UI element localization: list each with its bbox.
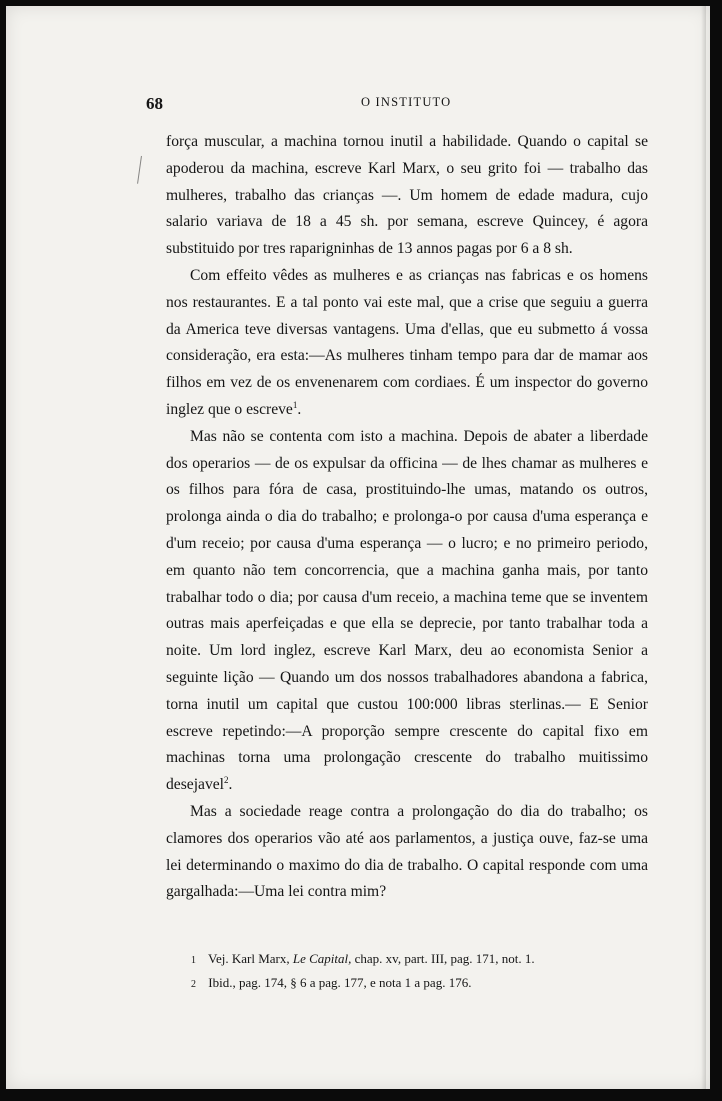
paragraph-2-end: . [297, 400, 302, 418]
footnote-reference-1: 1 [292, 399, 298, 410]
footnote-1-number: 1 [191, 955, 196, 966]
page-number: 68 [146, 94, 163, 113]
running-title: O INSTITUTO [361, 95, 452, 109]
footnote-2-number: 2 [191, 979, 196, 990]
page-header [146, 94, 646, 116]
paragraph-3-text: Mas não se contenta com isto a machina. Depois de abater a liberdade dos operarios — de os expulsar da officina — de lhes chamar as mulheres e os filhos para fóra de casa, prostituindo-lhe umas, matando os outros, prolonga ainda o dia do trabalho; e prolonga-o por causa d'uma esperança e d'um receio; por causa d'uma esperança — o lucro; e no primeiro periodo, em quanto não tem concorrencia, que a machina ganha mais, por tanto trabalhar todo o dia; por causa d'um receio, a machina teme que se inventem outras mais aperfeiçadas e que ella se deprecie, por tanto trabalhar toda a noite. Um lord inglez, escreve Karl Marx, deu ao economista Senior a seguinte lição — Quando um dos nossos trabalhadores abandona a fabrica, torna inutil um capital que custou 100:000 libras sterlinas.— E Senior escreve repetindo:—A proporção sempre crescente do capital fixo em machinas torna uma prolongação crescente do trabalho muitissimo desejavel [166, 427, 648, 794]
footnote-2 [191, 972, 641, 996]
book-page [6, 6, 710, 1089]
paragraph-2 [166, 263, 648, 424]
scan-edge-shadow [701, 6, 706, 1089]
footnote-1-text-after: chap. xv, part. III, pag. 171, not. 1. [351, 951, 535, 966]
footnote-1-italic-title: Le Capital, [292, 951, 352, 966]
paragraph-4: Mas a sociedade reage contra a prolongação do dia do trabalho; os clamores dos operarios vão até aos parlamentos, a justiça ouve, faz-se uma lei determinando o maximo do dia de trabalho. O capital responde com uma gargalhada:—Uma lei contra mim? [166, 802, 648, 901]
footnotes [191, 948, 641, 996]
footnote-2-text: Ibid., pag. 174, § 6 a pag. 177, e nota 1 a pag. 176. [208, 975, 472, 990]
footnote-reference-2: 2 [224, 774, 229, 785]
footnote-1 [191, 948, 641, 972]
paragraph-2-text: Com effeito vêdes as mulheres e as crianças nas fabricas e os homens nos restaurantes. E a tal ponto vai este mal, que a crise que seguiu a guerra da America teve diversas vantagens. Uma d'ellas, que eu submetto á vossa consideração, era esta:—As mulheres tinham tempo para dar de mamar aos filhos em vez de os envenenarem com cordiaes. É um inspector do governo inglez que o escreve [166, 266, 648, 418]
footnote-1-text-before: Vej. Karl Marx, [208, 951, 293, 966]
paragraph-3-end: . [228, 776, 233, 794]
main-text [166, 129, 648, 906]
paragraph-3 [166, 424, 648, 799]
paragraph-1: força muscular, a machina tornou inutil a habilidade. Quando o capital se apoderou da machina, escreve Karl Marx, o seu grito foi — trabalho das mulheres, trabalho das crianças —. Um homem de edade madura, cujo salario variava de 18 a 45 sh. por semana, escreve Quincey, é agora substituido por tres raparigninhas de 13 annos pagas por 6 a 8 sh. [166, 133, 648, 258]
margin-mark [137, 156, 144, 184]
